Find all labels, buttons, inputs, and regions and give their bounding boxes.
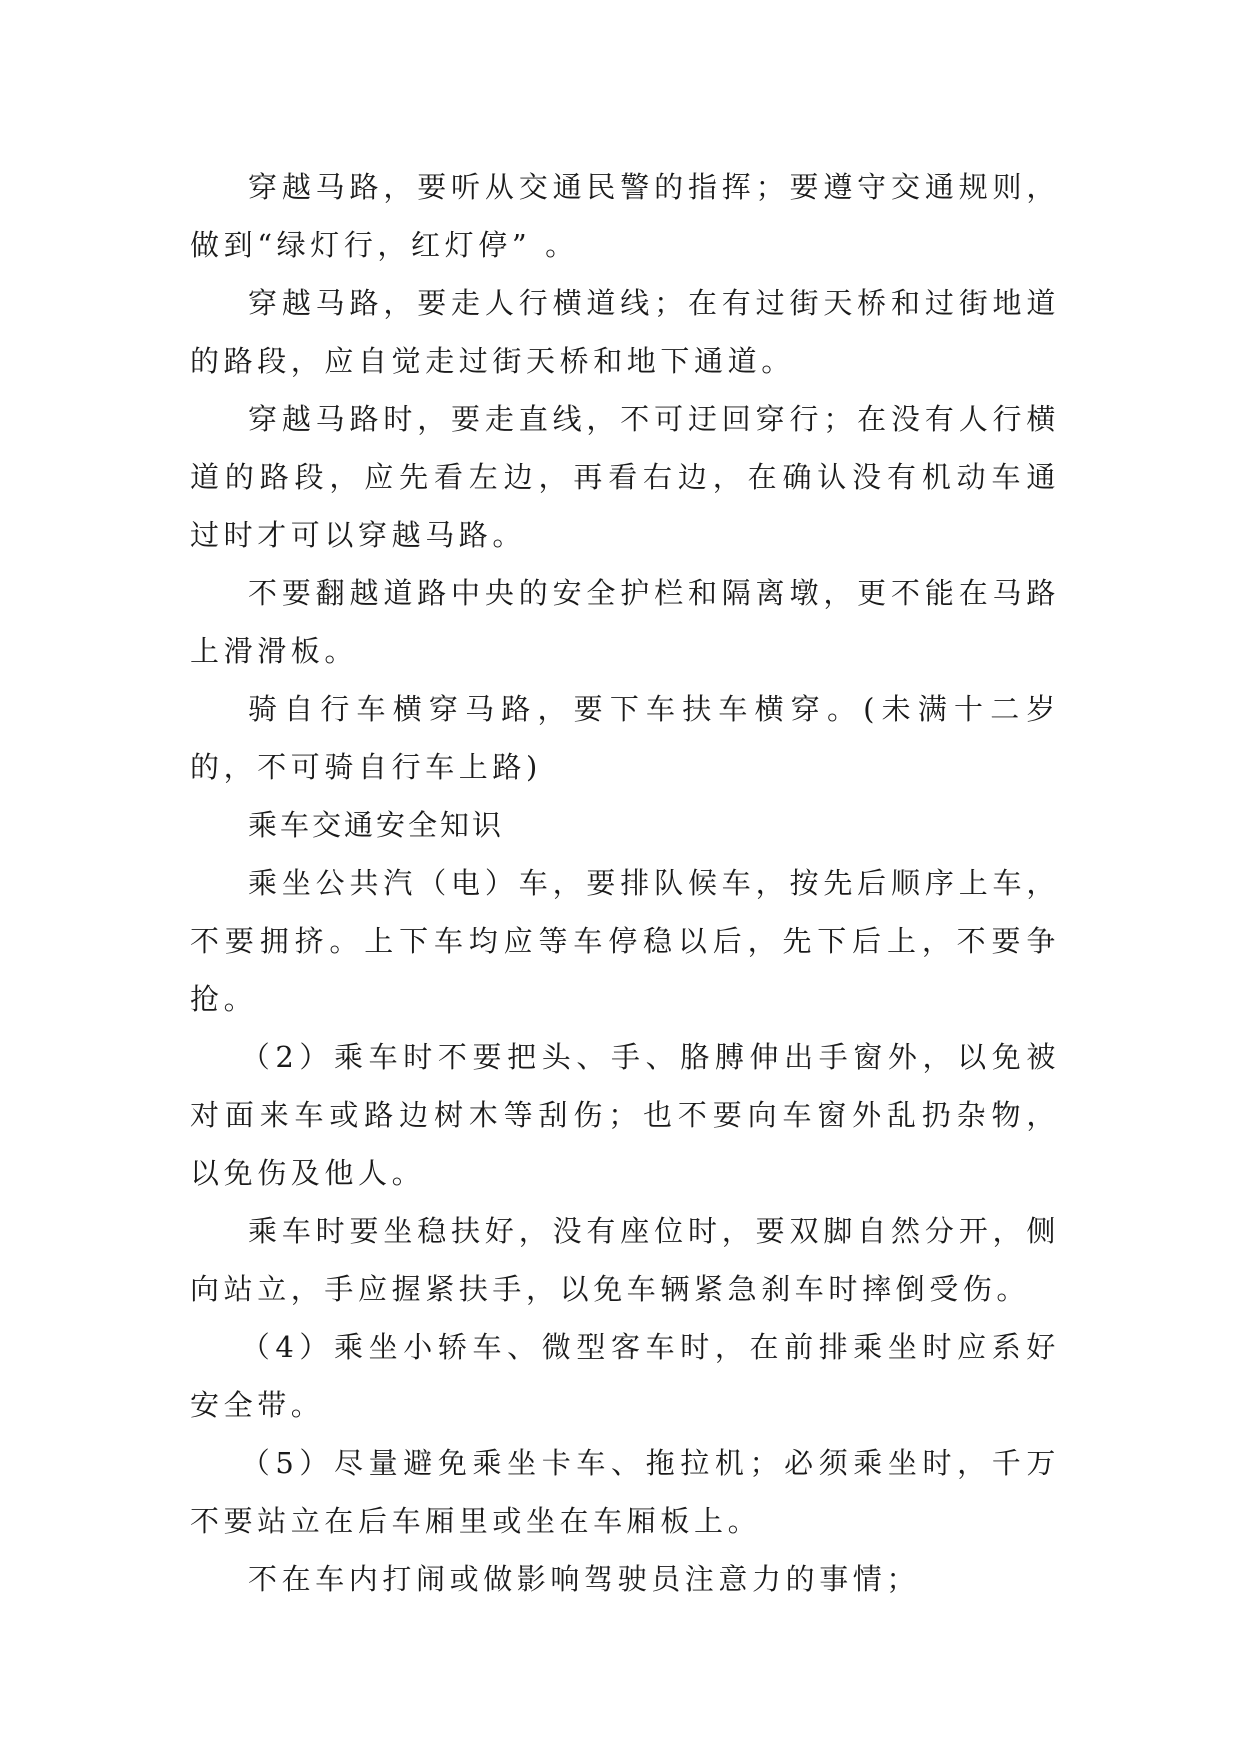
section-heading-riding-safety: 乘车交通安全知识	[248, 808, 505, 842]
paragraph-item-4-seat-belt: （4）乘坐小轿车、微型客车时，在前排乘坐时应系好安全带。	[190, 1330, 1060, 1422]
paragraph-bus-queue: 乘坐公共汽（电）车，要排队候车，按先后顺序上车，不要拥挤。上下车均应等车停稳以后，先下后上，不要争抢。	[190, 866, 1060, 1016]
paragraph-bicycle-crossing: 骑自行车横穿马路，要下车扶车横穿。(未满十二岁的，不可骑自行车上路)	[190, 692, 1060, 784]
paragraph-crossing-traffic-police: 穿越马路，要听从交通民警的指挥；要遵守交通规则，做到“绿灯行，红灯停” 。	[190, 170, 1060, 262]
paragraph-no-distracting-driver: 不在车内打闹或做影响驾驶员注意力的事情；	[248, 1562, 921, 1596]
paragraph-walk-straight: 穿越马路时，要走直线，不可迂回穿行；在没有人行横道的路段，应先看左边，再看右边，在确认没有机动车通过时才可以穿越马路。	[190, 402, 1060, 552]
paragraph-item-2-no-head-out-window: （2）乘车时不要把头、手、胳膊伸出手窗外，以免被对面来车或路边树木等刮伤；也不要向车窗外乱扔杂物，以免伤及他人。	[190, 1040, 1060, 1190]
document-body	[190, 158, 1060, 1608]
paragraph-hold-handrail: 乘车时要坐稳扶好，没有座位时，要双脚自然分开，侧向站立，手应握紧扶手，以免车辆紧急刹车时摔倒受伤。	[190, 1214, 1060, 1306]
paragraph-no-climbing-barrier: 不要翻越道路中央的安全护栏和隔离墩，更不能在马路上滑滑板。	[190, 576, 1060, 668]
paragraph-item-5-avoid-trucks: （5）尽量避免乘坐卡车、拖拉机；必须乘坐时，千万不要站立在后车厢里或坐在车厢板上。	[190, 1446, 1060, 1538]
paragraph-crosswalk: 穿越马路，要走人行横道线；在有过街天桥和过街地道的路段，应自觉走过街天桥和地下通道。	[190, 286, 1060, 378]
